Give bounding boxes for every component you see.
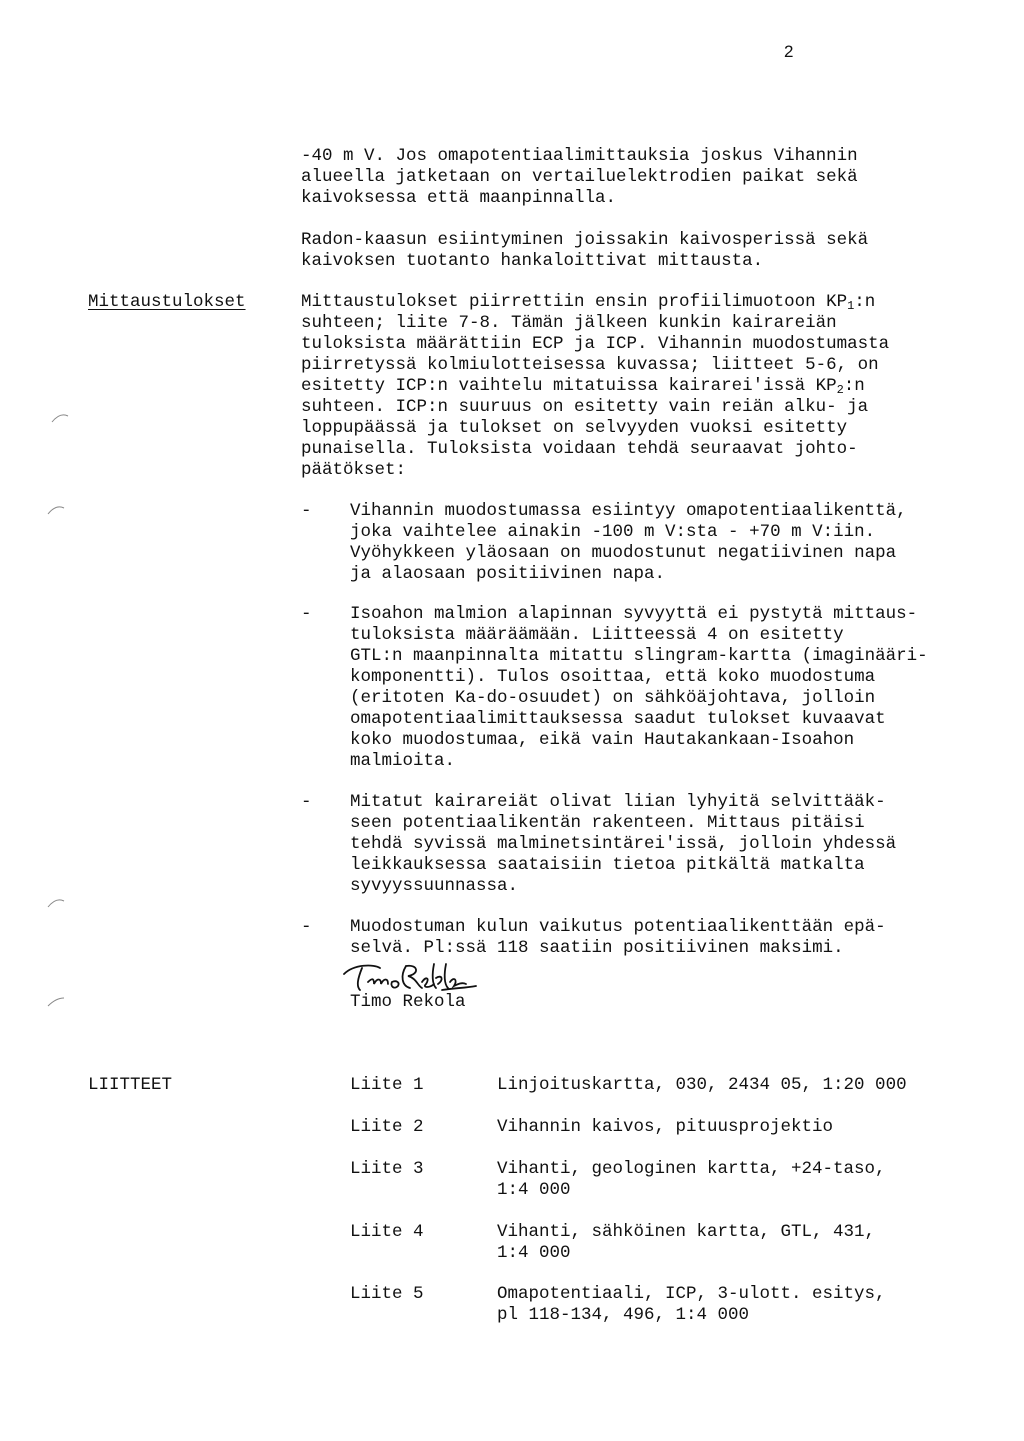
- attachment-label: Liite 5: [350, 1284, 424, 1304]
- section-line: loppupäässä ja tulokset on selvyyden vuoksi esitetty: [301, 418, 848, 438]
- bullet-line: ja alaosaan positiivinen napa.: [350, 564, 666, 584]
- section-line: päätökset:: [301, 460, 407, 480]
- attachment-desc: 1:4 000: [497, 1243, 571, 1263]
- scan-mark: [50, 410, 70, 424]
- attachment-desc: Vihannin kaivos, pituusprojektio: [497, 1117, 834, 1137]
- bullet-line: komponentti). Tulos osoittaa, että koko muodostuma: [350, 667, 876, 687]
- attachment-label: Liite 4: [350, 1222, 424, 1242]
- bullet-line: omapotentiaalimittauksessa saadut tulokset kuvaavat: [350, 709, 886, 729]
- bullet-line: Vihannin muodostumassa esiintyy omapotentiaalikenttä,: [350, 501, 907, 521]
- bullet-dash: -: [301, 792, 312, 812]
- bullet-line: seen potentiaalikentän rakenteen. Mittaus pitäisi: [350, 813, 865, 833]
- scan-mark: [46, 895, 66, 909]
- bullet-line: Isoahon malmion alapinnan syvyyttä ei pystytä mittaus-: [350, 604, 918, 624]
- radon-line: kaivoksen tuotanto hankaloittivat mittausta.: [301, 251, 764, 271]
- attachment-label: Liite 2: [350, 1117, 424, 1137]
- signature-name: Timo Rekola: [350, 992, 466, 1012]
- bullet-line: koko muodostumaa, eikä vain Hautakankaan-Isoahon: [350, 730, 855, 750]
- scan-mark: [46, 994, 66, 1008]
- bullet-line: joka vaihtelee ainakin -100 m V:sta - +70 m V:iin.: [350, 522, 876, 542]
- attachment-desc: 1:4 000: [497, 1180, 571, 1200]
- bullet-line: Mitatut kairareiät olivat liian lyhyitä selvittääk-: [350, 792, 886, 812]
- bullet-dash: -: [301, 917, 312, 937]
- attachment-desc: Linjoituskartta, 030, 2434 05, 1:20 000: [497, 1075, 907, 1095]
- bullet-line: (eritoten Ka-do-osuudet) on sähköäjohtava, jolloin: [350, 688, 876, 708]
- intro-line: kaivoksessa että maanpinnalla.: [301, 188, 617, 208]
- radon-line: Radon-kaasun esiintyminen joissakin kaivosperissä sekä: [301, 230, 869, 250]
- bullet-line: leikkauksessa saataisiin tietoa pitkältä matkalta: [350, 855, 865, 875]
- section-line: suhteen. ICP:n suuruus on esitetty vain reiän alku- ja: [301, 397, 869, 417]
- attachment-label: Liite 3: [350, 1159, 424, 1179]
- scan-mark: [46, 502, 66, 516]
- attachment-desc: Vihanti, geologinen kartta, +24-taso,: [497, 1159, 886, 1179]
- bullet-line: GTL:n maanpinnalta mitattu slingram-kartta (imaginääri-: [350, 646, 928, 666]
- page-number: 2: [784, 42, 794, 61]
- attachments-heading: LIITTEET: [88, 1075, 173, 1095]
- bullet-dash: -: [301, 501, 312, 521]
- section-heading: Mittaustulokset: [88, 292, 246, 312]
- bullet-line: Vyöhykkeen yläosaan on muodostunut negatiivinen napa: [350, 543, 897, 563]
- section-line: punaisella. Tuloksista voidaan tehdä seuraavat johto-: [301, 439, 858, 459]
- bullet-line: Muodostuman kulun vaikutus potentiaalikenttään epä-: [350, 917, 886, 937]
- bullet-line: malmioita.: [350, 751, 456, 771]
- bullet-line: tehdä syvissä malminetsintärei'issä, jolloin yhdessä: [350, 834, 897, 854]
- bullet-line: tuloksista määräämään. Liitteessä 4 on esitetty: [350, 625, 844, 645]
- section-line: suhteen; liite 7-8. Tämän jälkeen kunkin kairareiän: [301, 313, 837, 333]
- attachment-desc: Omapotentiaali, ICP, 3-ulott. esitys,: [497, 1284, 886, 1304]
- bullet-line: syvyyssuunnassa.: [350, 876, 519, 896]
- intro-line: alueella jatketaan on vertailuelektrodien paikat sekä: [301, 167, 858, 187]
- attachment-desc: Vihanti, sähköinen kartta, GTL, 431,: [497, 1222, 876, 1242]
- section-line: tuloksista määrättiin ECP ja ICP. Vihannin muodostumasta: [301, 334, 890, 354]
- attachment-label: Liite 1: [350, 1075, 424, 1095]
- attachment-desc: pl 118-134, 496, 1:4 000: [497, 1305, 750, 1325]
- intro-line: -40 m V. Jos omapotentiaalimittauksia joskus Vihannin: [301, 146, 858, 166]
- section-line: esitetty ICP:n vaihtelu mitatuissa kairarei'issä $KP_2:n$: [301, 376, 865, 397]
- section-line: piirretyssä kolmiulotteisessa kuvassa; liitteet 5-6, on: [301, 355, 879, 375]
- section-line: Mittaustulokset piirrettiin ensin profiilimuotoon $KP_1:n$: [301, 292, 876, 313]
- bullet-dash: -: [301, 604, 312, 624]
- handwritten-signature: [340, 960, 480, 996]
- bullet-line: selvä. Pl:ssä 118 saatiin positiivinen maksimi.: [350, 938, 844, 958]
